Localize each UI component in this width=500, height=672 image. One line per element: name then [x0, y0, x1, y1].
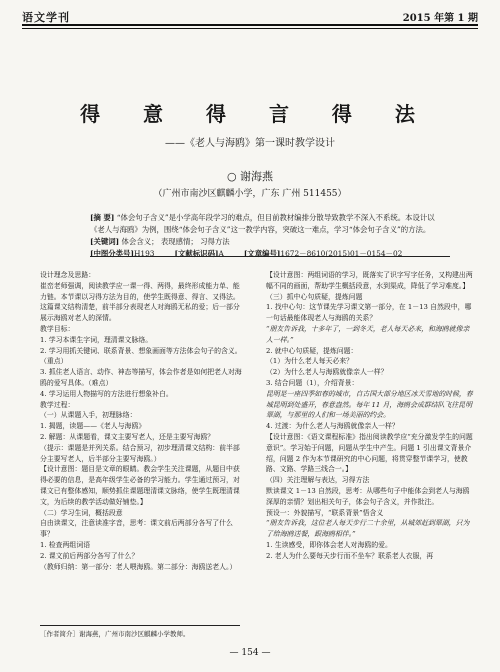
body-paragraph: 1. 生读感受，即你体会老人对海鸥的爱。 — [266, 540, 392, 549]
body-paragraph: 1. 检查两组词语 — [40, 540, 91, 549]
body-paragraph: “朋友告诉我，十多年了，一到冬天，老人每天必来，和海鸥就像亲人一样。” — [266, 324, 470, 344]
abstract-text: “体会句子含义”是小学高年段学习的难点，但目前教材编排分散导致教学不深入不系统。本设计以《老人与海鸥》为例，围绕“体会句子含义”这一教学内容，突破这一难点，学习“体会句子含义”的方法。 — [90, 213, 435, 234]
body-paragraph: （2）为什么老人与海鸥就像亲人一样？ — [266, 368, 388, 377]
keywords — [90, 236, 445, 248]
abstract-label: [摘 要] — [90, 213, 115, 222]
body-paragraph: 设计理念及思路： — [40, 271, 96, 279]
body-paragraph: 【设计意图：《语文课程标准》指出阅读教学应“充分激发学生的问题意识”。学习始于问题，问题从学生中产生。问题 1 引出课文背景介绍，问题 2 作为本节课研究的中心问题，将贯穿整节课学习，使教路、文路、学路三线合一。】 — [266, 432, 473, 474]
clc-label: [中图分类号] — [90, 249, 134, 258]
body-paragraph: 这篇课文结构清楚，前半部分表现老人对海鸥无私的爱；后一部分展示海鸥对老人的深情。 — [40, 303, 240, 323]
author-footnote: ［作者简介］谢海燕，广州市南沙区麒麟小学教师。 — [40, 630, 190, 638]
body-paragraph: 默读课文 1－13 自然段，思考：从哪些句子中能体会到老人与海鸥深厚的亲情？划出相关句子，体会句子含义，并作批注。 — [266, 486, 470, 506]
article-title: 得 意 得 言 得 法 — [80, 102, 420, 126]
abstract-rule — [90, 256, 450, 257]
article-id-label: [文章编号] — [243, 249, 281, 258]
keywords-label: [关键词] — [90, 237, 120, 246]
body-paragraph: 4. 学习运用人物描写的方法进行想象补白。 — [40, 389, 173, 398]
body-paragraph: 【设计意图：题目是文章的眼睛。教会学生关注课题，从题目中获得必要的信息，是高年级学生必备的学习能力。学生通过预习，对课文已有整体感知，顺势抓住课题理清课文脉络，使学生既理清课文，为后续的教学活动做好铺垫。】 — [40, 465, 240, 506]
page-number: — 154 — — [229, 648, 271, 658]
issue-label: 2015 年第 1 期 — [402, 13, 478, 24]
classification-line — [90, 248, 445, 260]
body-paragraph: （二）学习生词，概括段意 — [40, 508, 123, 517]
doc-code-value: A — [218, 249, 224, 258]
body-paragraph: 4. 过渡：为什么老人与海鸥就像亲人一样？ — [266, 422, 399, 431]
article-id-value: 1672－8610(2015)01－0154－02 — [280, 249, 403, 258]
body-paragraph: 【设计意图：两组词语的学习，既落实了识字写字任务，又构建出两幅不同的画面，帮助学生概括段意，水到渠成，降低了学习难度。】 — [266, 271, 473, 290]
body-paragraph: 2. 课文前后两部分各写了什么？ — [40, 551, 139, 560]
body-paragraph: 2. 解题：从课题看，课文主要写老人，还是主要写海鸥？ — [40, 432, 215, 441]
body-paragraph: （教师归纳：第一部分：老人喂海鸥。第二部分：海鸥送老人。） — [40, 562, 237, 571]
body-paragraph: 1. 找中心句：这节课先学习课文第一部分，在 1－13 自然段中，哪一句话最能体现老人与海鸥的关系？ — [266, 303, 472, 323]
journal-name: 语文学刊 — [22, 11, 70, 24]
body-column-right — [266, 270, 474, 562]
body-paragraph: （提示：课题是并列关系。结合预习，初步理清课文结构：前半部分主要写老人，后半部分主要写海鸥。） — [40, 443, 240, 463]
body-paragraph: 3. 结合问题（1），介绍背景： — [266, 378, 359, 387]
body-paragraph: 崔峦老师强调，阅读教学应一课一得、两得，最终形成能力单、能力链。本节课以习得方法为目的，使学生既得意、得言、又得法。 — [40, 281, 240, 301]
body-paragraph: （三）抓中心句质疑，提炼问题 — [266, 292, 363, 301]
running-header — [22, 6, 478, 24]
body-paragraph: 预设一：外貌描写，“联系背景”悟含义 — [266, 508, 384, 517]
body-paragraph: （一）从课题入手，初理脉络： — [40, 411, 137, 420]
author-affiliation: （广州市南沙区麒麟小学，广东 广州 511455） — [153, 189, 347, 199]
abstract-block — [90, 212, 445, 260]
article-subtitle: ——《老人与海鸥》第一课时教学设计 — [165, 138, 335, 149]
body-paragraph: 教学过程： — [40, 400, 75, 409]
body-column-left — [40, 270, 245, 572]
body-paragraph: （1）为什么老人每天必来？ — [266, 357, 354, 366]
body-paragraph: 2. 学习用抓关键词、联系背景、想象画面等方法体会句子的含义。（重点） — [40, 346, 242, 366]
author-name: ○ 谢海燕 — [226, 170, 274, 183]
doc-code-label: [文献标识码] — [174, 249, 219, 258]
body-paragraph: 昆明是一座四季如春的城市，自古国大部分地区冰天雪地的时候，春城昆明到处盛开，春意盎然。每年 11 月，海鸥会成群结队飞往昆明翠湖，与那里的人们和一场美丽的约会。 — [266, 389, 473, 420]
body-paragraph: （四）关注理解与表达，习得方法 — [266, 476, 370, 485]
abstract — [90, 212, 445, 236]
keywords-text: 体会含义； 表现感情； 习得方法 — [121, 237, 230, 246]
body-paragraph: 1. 揭题，读题——《老人与海鸥》 — [40, 422, 146, 431]
header-rule-thick — [22, 24, 478, 26]
footnote-rule — [40, 625, 240, 626]
body-paragraph: 教学目标： — [40, 324, 75, 333]
body-paragraph: “朋友告诉我，这位老人每天步行二十余里，从城郊赶到翠湖，只为了给海鸥送餐，跟海鸥相伴。” — [266, 519, 470, 539]
body-paragraph: 1. 学习本课生字词，理清课文脉络。 — [40, 335, 153, 344]
body-paragraph: 自由读课文，注意读准字音，思考：课文前后两部分各写了什么事？ — [40, 519, 233, 539]
header-rule-thin — [22, 28, 478, 29]
body-paragraph: 2. 就中心句质疑，提炼问题： — [266, 346, 358, 355]
clc-value: H193 — [133, 249, 155, 258]
body-paragraph: 3. 抓住老人语言、动作、神态等描写，体会作者是如何把老人对海鸥的爱写具体。（难点） — [40, 368, 242, 387]
body-paragraph: 2. 老人为什么要每天步行而不坐车？联系老人衣服，再 — [266, 551, 434, 560]
